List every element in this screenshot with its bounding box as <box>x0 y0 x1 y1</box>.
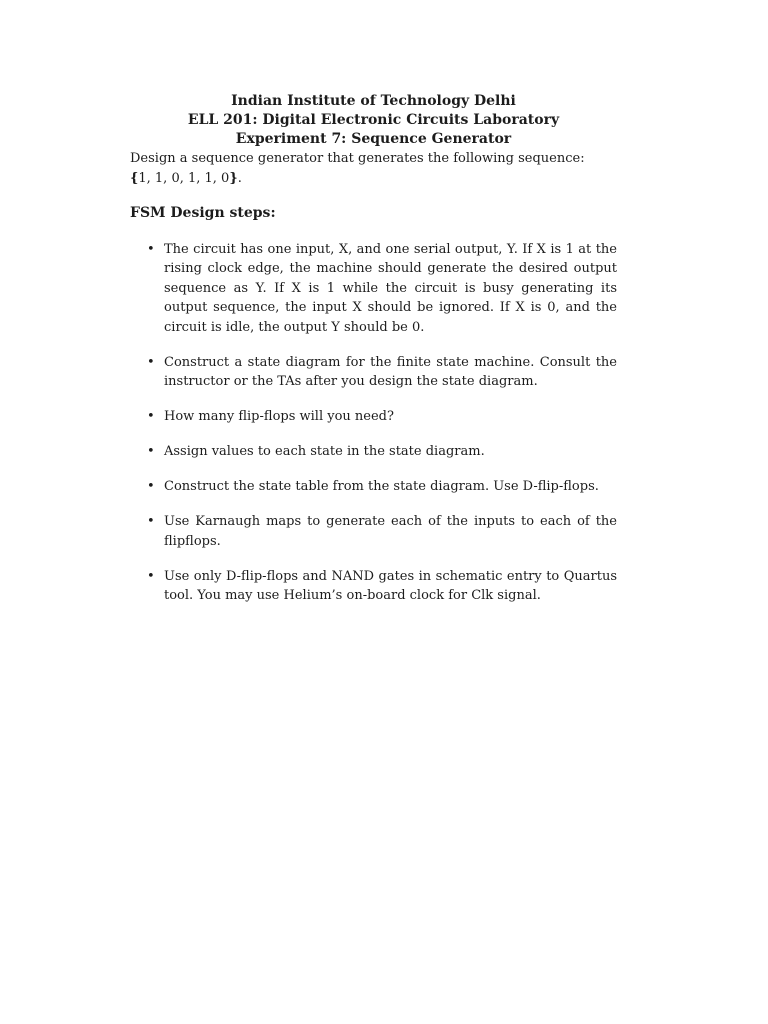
step-text: Construct the state table from the state diagram. Use D-flip-flops. <box>164 479 599 494</box>
document-header <box>130 92 617 149</box>
document-page <box>130 92 617 621</box>
bullet-icon: • <box>147 354 155 370</box>
step-text: The circuit has one input, X, and one serial output, Y. If X is 1 at the rising clock edge, the machine should generate the desired output sequence as Y. If X is 1 while the circuit is busy generating its output sequence, the input X should be ignored. If X is 0, and the circuit is idle, the output Y should be 0. <box>164 241 617 335</box>
sequence-values: 1, 1, 0, 1, 1, 0 <box>138 170 230 186</box>
step-text: Use Karnaugh maps to generate each of the inputs to each of the flipflops. <box>164 514 617 549</box>
bullet-icon: • <box>147 409 155 424</box>
list-item <box>130 353 617 392</box>
bullet-icon: • <box>147 514 155 529</box>
steps-heading: FSM Design steps: <box>130 205 276 221</box>
step-text: How many flip-flops will you need? <box>164 409 394 424</box>
list-item <box>130 512 617 551</box>
sequence-period: . <box>237 170 242 186</box>
intro-paragraph <box>130 149 617 188</box>
experiment-title: Experiment 7: Sequence Generator <box>235 131 512 147</box>
list-item <box>130 567 617 606</box>
institute-name: Indian Institute of Technology Delhi <box>231 93 516 109</box>
sequence-open-brace: { <box>130 170 139 186</box>
list-item <box>130 407 617 427</box>
bullet-icon: • <box>147 568 155 584</box>
sequence-close-brace: } <box>229 170 238 186</box>
bullet-icon: • <box>147 479 155 494</box>
intro-text: Design a sequence generator that generates the following sequence: <box>130 151 585 166</box>
steps-list <box>130 240 617 606</box>
list-item <box>130 442 617 462</box>
sequence-line <box>130 169 617 189</box>
bullet-icon: • <box>147 241 155 257</box>
course-title: ELL 201: Digital Electronic Circuits Laboratory <box>187 112 560 128</box>
list-item <box>130 477 617 497</box>
step-text: Construct a state diagram for the finite state machine. Consult the instructor or the TAs after you design the state diagram. <box>164 354 617 389</box>
step-text: Assign values to each state in the state diagram. <box>164 444 485 459</box>
list-item <box>130 240 617 338</box>
step-text: Use only D-flip-flops and NAND gates in schematic entry to Quartus tool. You may use Helium’s on-board clock for Clk signal. <box>164 568 617 603</box>
bullet-icon: • <box>147 444 155 459</box>
